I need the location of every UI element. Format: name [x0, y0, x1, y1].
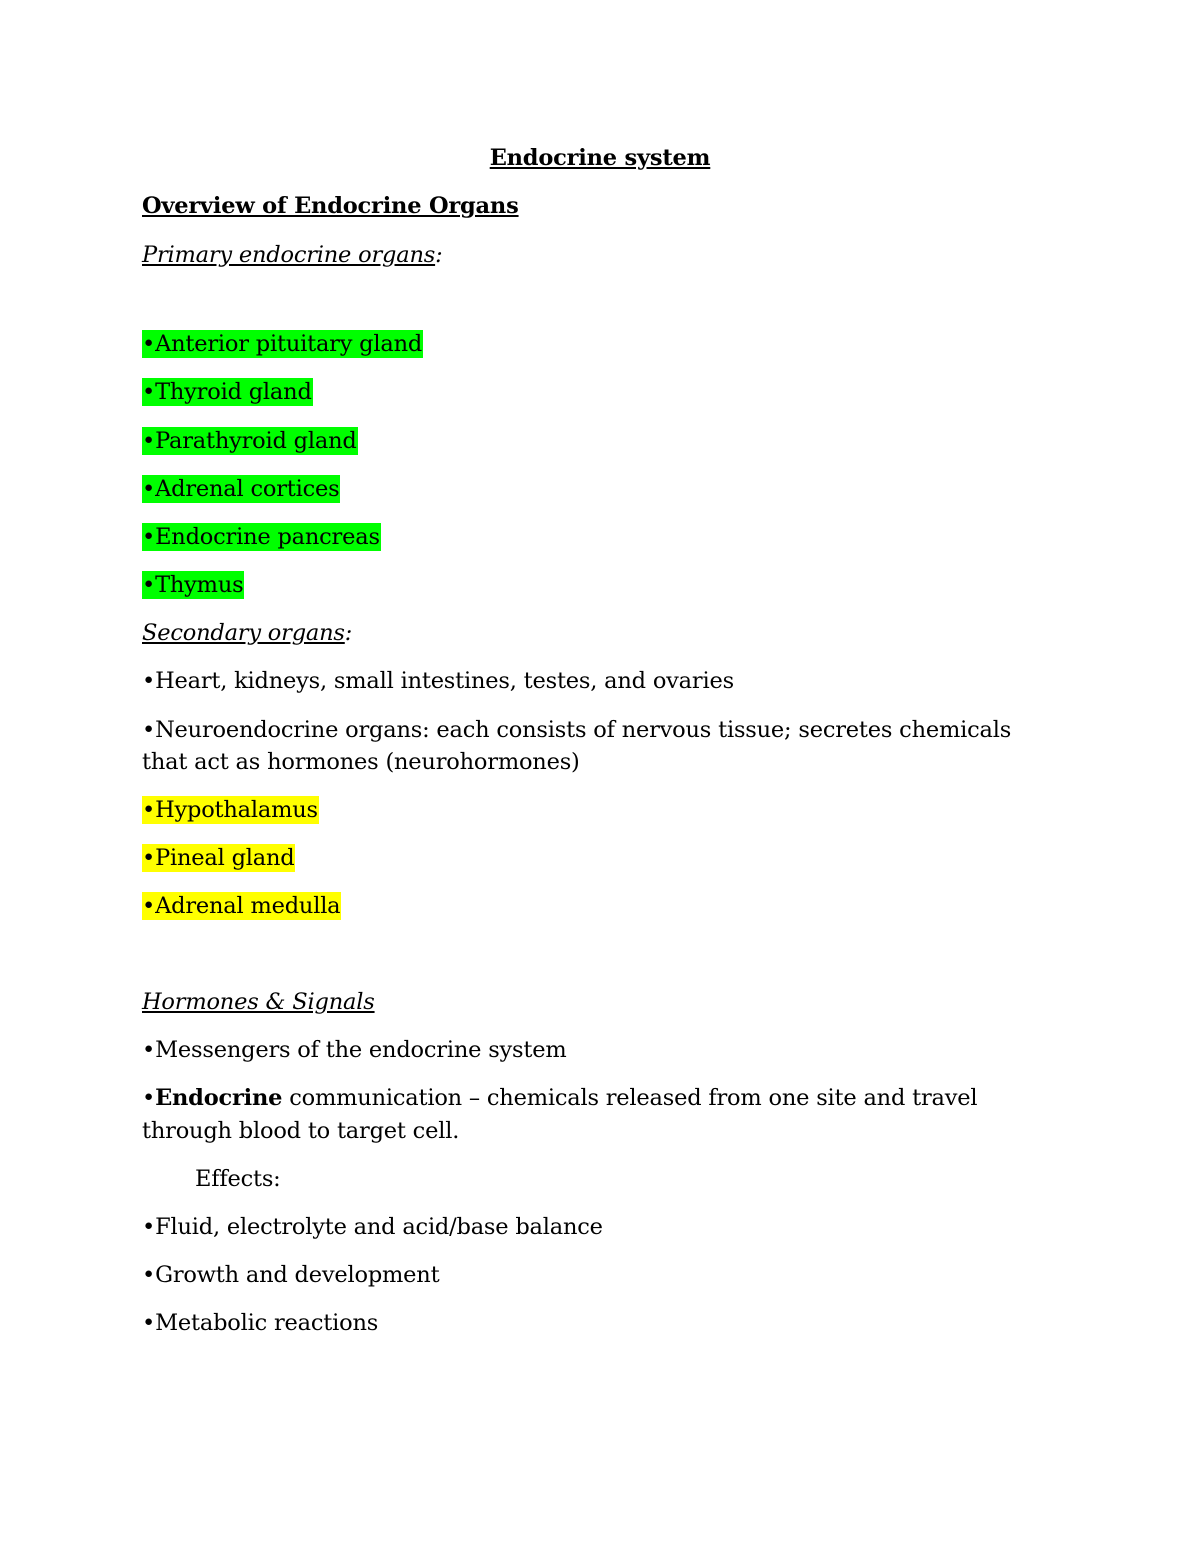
- endocrine-communication-line-continued: through blood to target cell.: [142, 1118, 460, 1144]
- primary-organ-text: •Adrenal cortices: [142, 476, 340, 502]
- neuroendocrine-line: •Neuroendocrine organs: each consists of nervous tissue; secretes chemicals: [142, 717, 1012, 743]
- neuro-organ-item: [142, 842, 295, 874]
- hormones-label: [142, 986, 375, 1018]
- primary-organ-text: •Thymus: [142, 572, 244, 598]
- effect-item: •Fluid, electrolyte and acid/base balance: [142, 1214, 603, 1240]
- secondary-organs-line: •Heart, kidneys, small intestines, testes, and ovaries: [142, 668, 734, 694]
- bullet: •: [142, 1085, 156, 1111]
- secondary-organs-label-colon: :: [344, 620, 353, 646]
- section-heading: Overview of Endocrine Organs: [142, 193, 519, 219]
- primary-organ-item: [142, 569, 244, 601]
- document-title: Endocrine system: [489, 145, 711, 171]
- primary-organ-item: [142, 425, 358, 457]
- primary-organ-item: [142, 521, 381, 553]
- neuro-organ-text: •Pineal gland: [142, 845, 295, 871]
- primary-organ-text: •Thyroid gland: [142, 379, 312, 405]
- primary-organ-text: •Endocrine pancreas: [142, 524, 380, 550]
- primary-organs-label-colon: :: [435, 242, 443, 268]
- neuro-organ-text: •Hypothalamus: [142, 797, 318, 823]
- endocrine-communication-line: [142, 1082, 977, 1114]
- secondary-organs-label: [142, 617, 352, 649]
- secondary-organs-label-text: Secondary organs: [142, 620, 345, 646]
- primary-organ-text: •Anterior pituitary gland: [142, 331, 423, 357]
- primary-organ-text: •Parathyroid gland: [142, 428, 357, 454]
- primary-organ-item: [142, 473, 340, 505]
- neuro-organ-item: [142, 794, 319, 826]
- hormones-line: •Messengers of the endocrine system: [142, 1037, 567, 1063]
- neuroendocrine-line-continued: that act as hormones (neurohormones): [142, 749, 580, 775]
- primary-organs-label-text: Primary endocrine organs: [142, 242, 436, 268]
- effect-item: •Growth and development: [142, 1262, 440, 1288]
- primary-organs-label: [142, 239, 442, 271]
- neuro-organ-item: [142, 890, 341, 922]
- primary-organ-item: [142, 376, 313, 408]
- primary-organ-item: [142, 328, 423, 360]
- endocrine-communication-text: communication – chemicals released from one site and travel: [282, 1085, 978, 1111]
- effect-item: •Metabolic reactions: [142, 1310, 379, 1336]
- effects-label: Effects:: [195, 1166, 281, 1192]
- endocrine-bold-term: Endocrine: [155, 1085, 283, 1111]
- neuro-organ-text: •Adrenal medulla: [142, 893, 341, 919]
- hormones-label-text: Hormones & Signals: [142, 989, 375, 1015]
